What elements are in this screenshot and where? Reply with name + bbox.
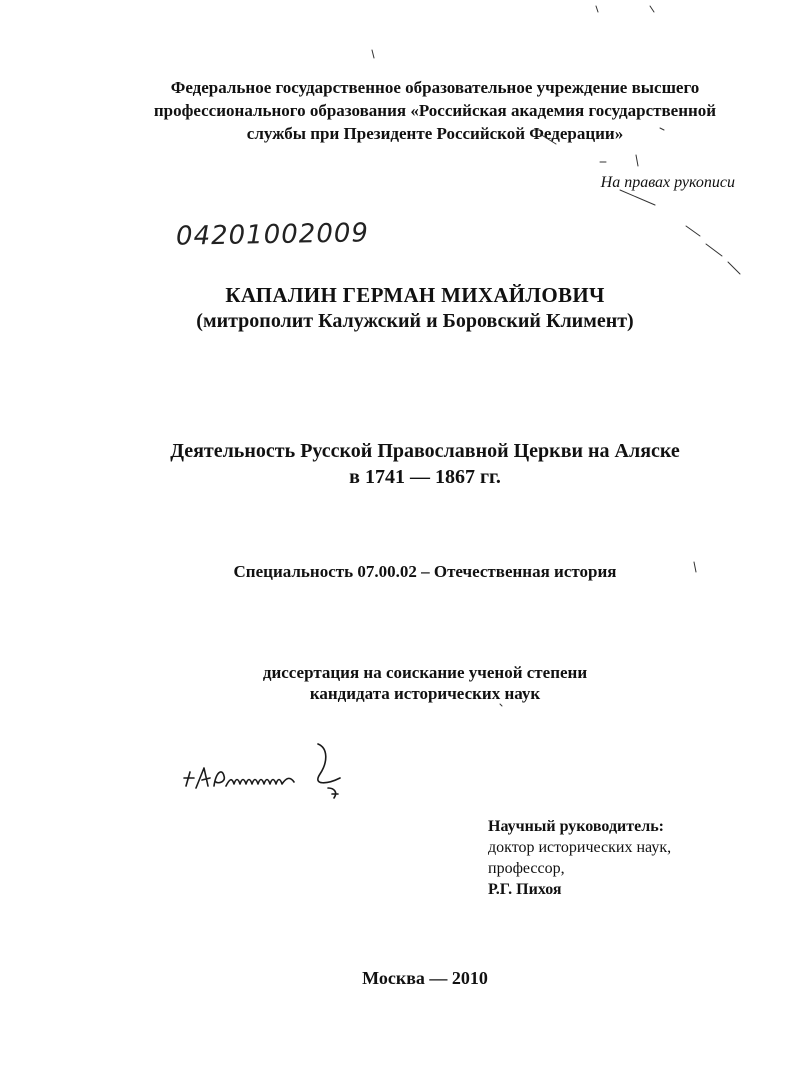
institution-header (90, 76, 780, 145)
supervisor-block (488, 816, 671, 900)
degree-line-1: диссертация на соискание ученой степени (262, 663, 588, 682)
specialty: Специальность 07.00.02 – Отечественная история (233, 562, 617, 581)
institution-line-2: профессионального образования «Российская академия государственной (153, 101, 717, 120)
manuscript-rights-note: На правах рукописи (600, 174, 735, 191)
institution-line-3: службы при Президенте Российской Федерации» (246, 124, 624, 143)
signature-icon (178, 738, 378, 808)
supervisor-heading: Научный руководитель: (488, 818, 664, 835)
degree-line-2: кандидата исторических наук (309, 684, 541, 703)
thesis-title-line-1: Деятельность Русской Православной Церкви на Аляске (170, 440, 680, 462)
supervisor-name: Р.Г. Пихоя (488, 881, 562, 898)
supervisor-degree: доктор исторических наук, (488, 839, 672, 856)
author-title: (митрополит Калужский и Боровский Климент) (196, 310, 634, 332)
thesis-title-line-2: в 1741 — 1867 гг. (349, 466, 501, 488)
degree-statement (150, 662, 700, 704)
registration-number: 04201002009 (175, 218, 370, 252)
author-block (100, 282, 730, 334)
institution-line-1: Федеральное государственное образовательное учреждение высшего (170, 78, 700, 97)
supervisor-rank: профессор, (488, 860, 565, 877)
city-year: Москва — 2010 (362, 968, 488, 988)
author-name: КАПАЛИН ГЕРМАН МИХАЙЛОВИЧ (225, 283, 605, 307)
thesis-title (80, 438, 770, 490)
